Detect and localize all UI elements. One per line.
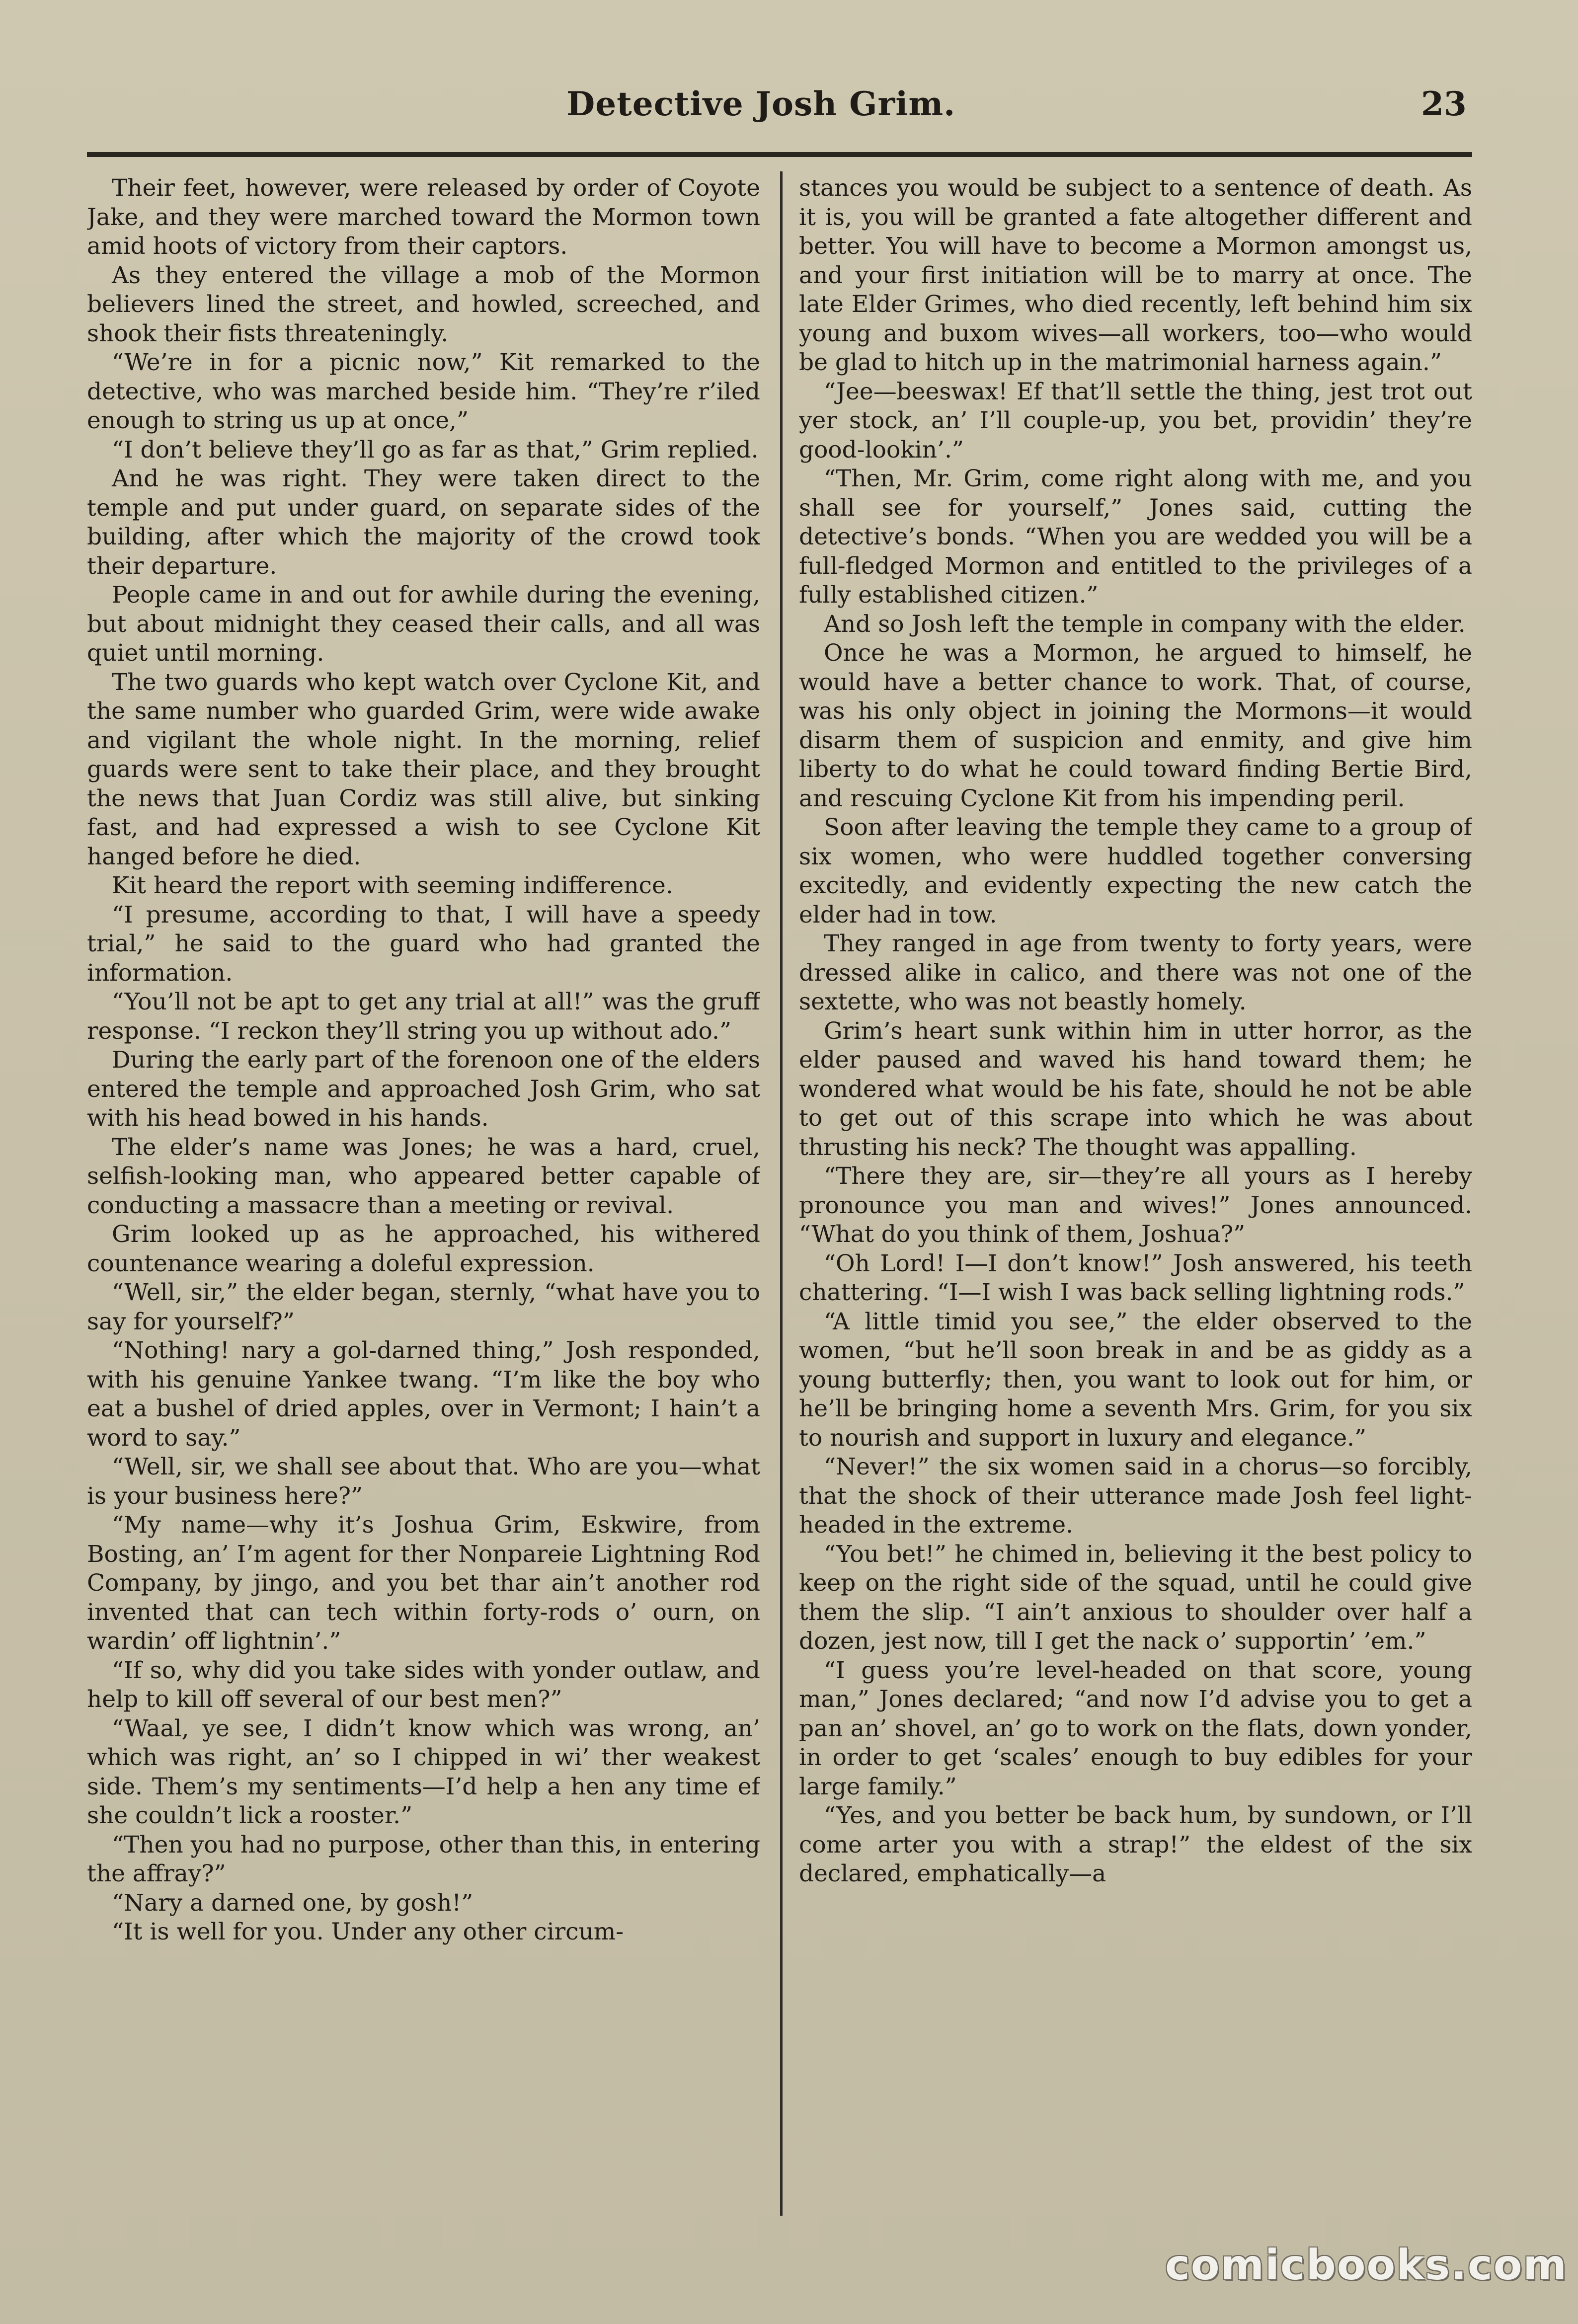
paragraph: Grim’s heart sunk within him in utter horror, as the elder paused and waved his hand toward them; he wondered what would be his fate, should he not be able to get out of this scrape into which he was about thrusting his neck? The thought was appalling.: [799, 1017, 1472, 1161]
header-rule: [87, 152, 1472, 157]
paragraph: “I presume, according to that, I will have a speedy trial,” he said to the guard who had granted the information.: [87, 901, 760, 987]
paragraph: Once he was a Mormon, he argued to himself, he would have a better chance to work. That, of course, was his only object in joining the Mormons—it would disarm them of suspicion and enmity, and give him liberty to do what he could toward finding Bertie Bird, and rescuing Cyclone Kit from his impending peril.: [799, 639, 1472, 812]
paragraph: “Well, sir,” the elder began, sternly, “what have you to say for yourself?”: [87, 1279, 760, 1335]
paragraph: The two guards who kept watch over Cyclone Kit, and the same number who guarded Grim, were wide awake and vigilant the whole night. In the morning, relief guards were sent to take their place, and they brought the news that Juan Cordiz was still alive, but sinking fast, and had expressed a wish to see Cyclone Kit hanged before he died.: [87, 668, 760, 870]
paragraph: “Then you had no purpose, other than this, in entering the affray?”: [87, 1831, 760, 1887]
paragraph: “Then, Mr. Grim, come right along with me, and you shall see for yourself,” Jones said, cutting the detective’s bonds. “When you are wedded you will be a full-fledged Mormon and entitled to the privileges of a fully established citizen.”: [799, 465, 1472, 609]
paragraph: “Yes, and you better be back hum, by sundown, or I’ll come arter you with a strap!” the eldest of the six declared, emphatically—a: [799, 1802, 1472, 1887]
watermark-logo: comicbooks.com: [1165, 2241, 1568, 2289]
page-number: 23: [1421, 84, 1467, 123]
paragraph: “Nary a darned one, by gosh!”: [112, 1889, 473, 1917]
paragraph: People came in and out for awhile during the evening, but about midnight they ceased their calls, and all was quiet until morning.: [87, 581, 760, 667]
paragraph: The elder’s name was Jones; he was a hard, cruel, selfish-looking man, who appeared better capable of conducting a massacre than a meeting or revival.: [87, 1133, 760, 1219]
paragraph: “If so, why did you take sides with yonder outlaw, and help to kill off several of our best men?”: [87, 1656, 760, 1713]
paragraph: Their feet, however, were released by order of Coyote Jake, and they were marched toward the Mormon town amid hoots of victory from their captors.: [87, 174, 760, 260]
paragraph: “Waal, ye see, I didn’t know which was wrong, an’ which was right, an’ so I chipped in wi’ ther weakest side. Them’s my sentiments—I’d help a hen any time ef she couldn’t lick a rooster.”: [87, 1714, 760, 1829]
column-divider: [780, 171, 783, 2216]
text-column-left: [87, 174, 760, 2216]
paragraph: “A little timid you see,” the elder observed to the women, “but he’ll soon break in and be as giddy as a young butterfly; then, you want to look out for him, or he’ll be bringing home a seventh Mrs. Grim, for you six to nourish and support in luxury and elegance.”: [799, 1308, 1472, 1452]
paragraph: “There they are, sir—they’re all yours as I hereby pronounce you man and wives!” Jones announced. “What do you think of them, Joshua?”: [799, 1162, 1472, 1248]
paragraph: “Oh Lord! I—I don’t know!” Josh answered, his teeth chattering. “I—I wish I was back selling lightning rods.”: [799, 1249, 1472, 1306]
paragraph: “You bet!” he chimed in, believing it the best policy to keep on the right side of the squad, until he could give them the slip. “I ain’t anxious to shoulder over half a dozen, jest now, till I get the nack o’ supportin’ ’em.”: [799, 1540, 1472, 1655]
paragraph: “I don’t believe they’ll go as far as that,” Grim replied.: [112, 436, 759, 464]
paragraph: Soon after leaving the temple they came to a group of six women, who were huddled together conversing excitedly, and evidently expecting the new catch the elder had in tow.: [799, 814, 1472, 929]
paragraph: Kit heard the report with seeming indifference.: [112, 872, 673, 899]
paragraph: “My name—why it’s Joshua Grim, Eskwire, from Bosting, an’ I’m agent for ther Nonpareie Lightning Rod Company, by jingo, and you bet thar ain’t another rod invented that can tech within forty-rods o’ ourn, on wardin’ off lightnin’.”: [87, 1511, 760, 1655]
paragraph: “It is well for you. Under any other circum-: [112, 1918, 624, 1945]
paragraph: stances you would be subject to a sentence of death. As it is, you will be granted a fate altogether different and better. You will have to become a Mormon amongst us, and your first initiation will be to marry at once. The late Elder Grimes, who died recently, left behind him six young and buxom wives—all workers, too—who would be glad to hitch up in the matrimonial harness again.”: [799, 174, 1472, 376]
paragraph: They ranged in age from twenty to forty years, were dressed alike in calico, and there was not one of the sextette, who was not beastly homely.: [799, 930, 1472, 1015]
paragraph: “Never!” the six women said in a chorus—so forcibly, that the shock of their utterance made Josh feel light-headed in the extreme.: [799, 1453, 1472, 1539]
paragraph: “Nothing! nary a gol-darned thing,” Josh responded, with his genuine Yankee twang. “I’m like the boy who eat a bushel of dried apples, over in Vermont; I hain’t a word to say.”: [87, 1337, 760, 1452]
paragraph: Grim looked up as he approached, his withered countenance wearing a doleful expression.: [87, 1221, 760, 1277]
paragraph: “Jee—beeswax! Ef that’ll settle the thing, jest trot out yer stock, an’ I’ll couple-up, you bet, providin’ they’re good-lookin’.”: [799, 378, 1472, 464]
running-head-title: Detective Josh Grim.: [566, 84, 956, 123]
paragraph: “You’ll not be apt to get any trial at all!” was the gruff response. “I reckon they’ll string you up without ado.”: [87, 988, 760, 1045]
paragraph: “We’re in for a picnic now,” Kit remarked to the detective, who was marched beside him. “They’re r’iled enough to string us up at once,”: [87, 349, 760, 434]
paragraph: “I guess you’re level-headed on that score, young man,” Jones declared; “and now I’d advise you to get a pan an’ shovel, an’ go to work on the flats, down yonder, in order to get ‘scales’ enough to buy edibles for your large family.”: [799, 1656, 1472, 1800]
paragraph: As they entered the village a mob of the Mormon believers lined the street, and howled, screeched, and shook their fists threateningly.: [87, 261, 760, 347]
paragraph: And he was right. They were taken direct to the temple and put under guard, on separate sides of the building, after which the majority of the crowd took their departure.: [87, 465, 760, 580]
paragraph: And so Josh left the temple in company with the elder.: [824, 610, 1466, 638]
text-column-right: [799, 174, 1472, 2216]
paragraph: “Well, sir, we shall see about that. Who are you—what is your business here?”: [87, 1453, 760, 1510]
paragraph: During the early part of the forenoon one of the elders entered the temple and approached Josh Grim, who sat with his head bowed in his hands.: [87, 1046, 760, 1132]
